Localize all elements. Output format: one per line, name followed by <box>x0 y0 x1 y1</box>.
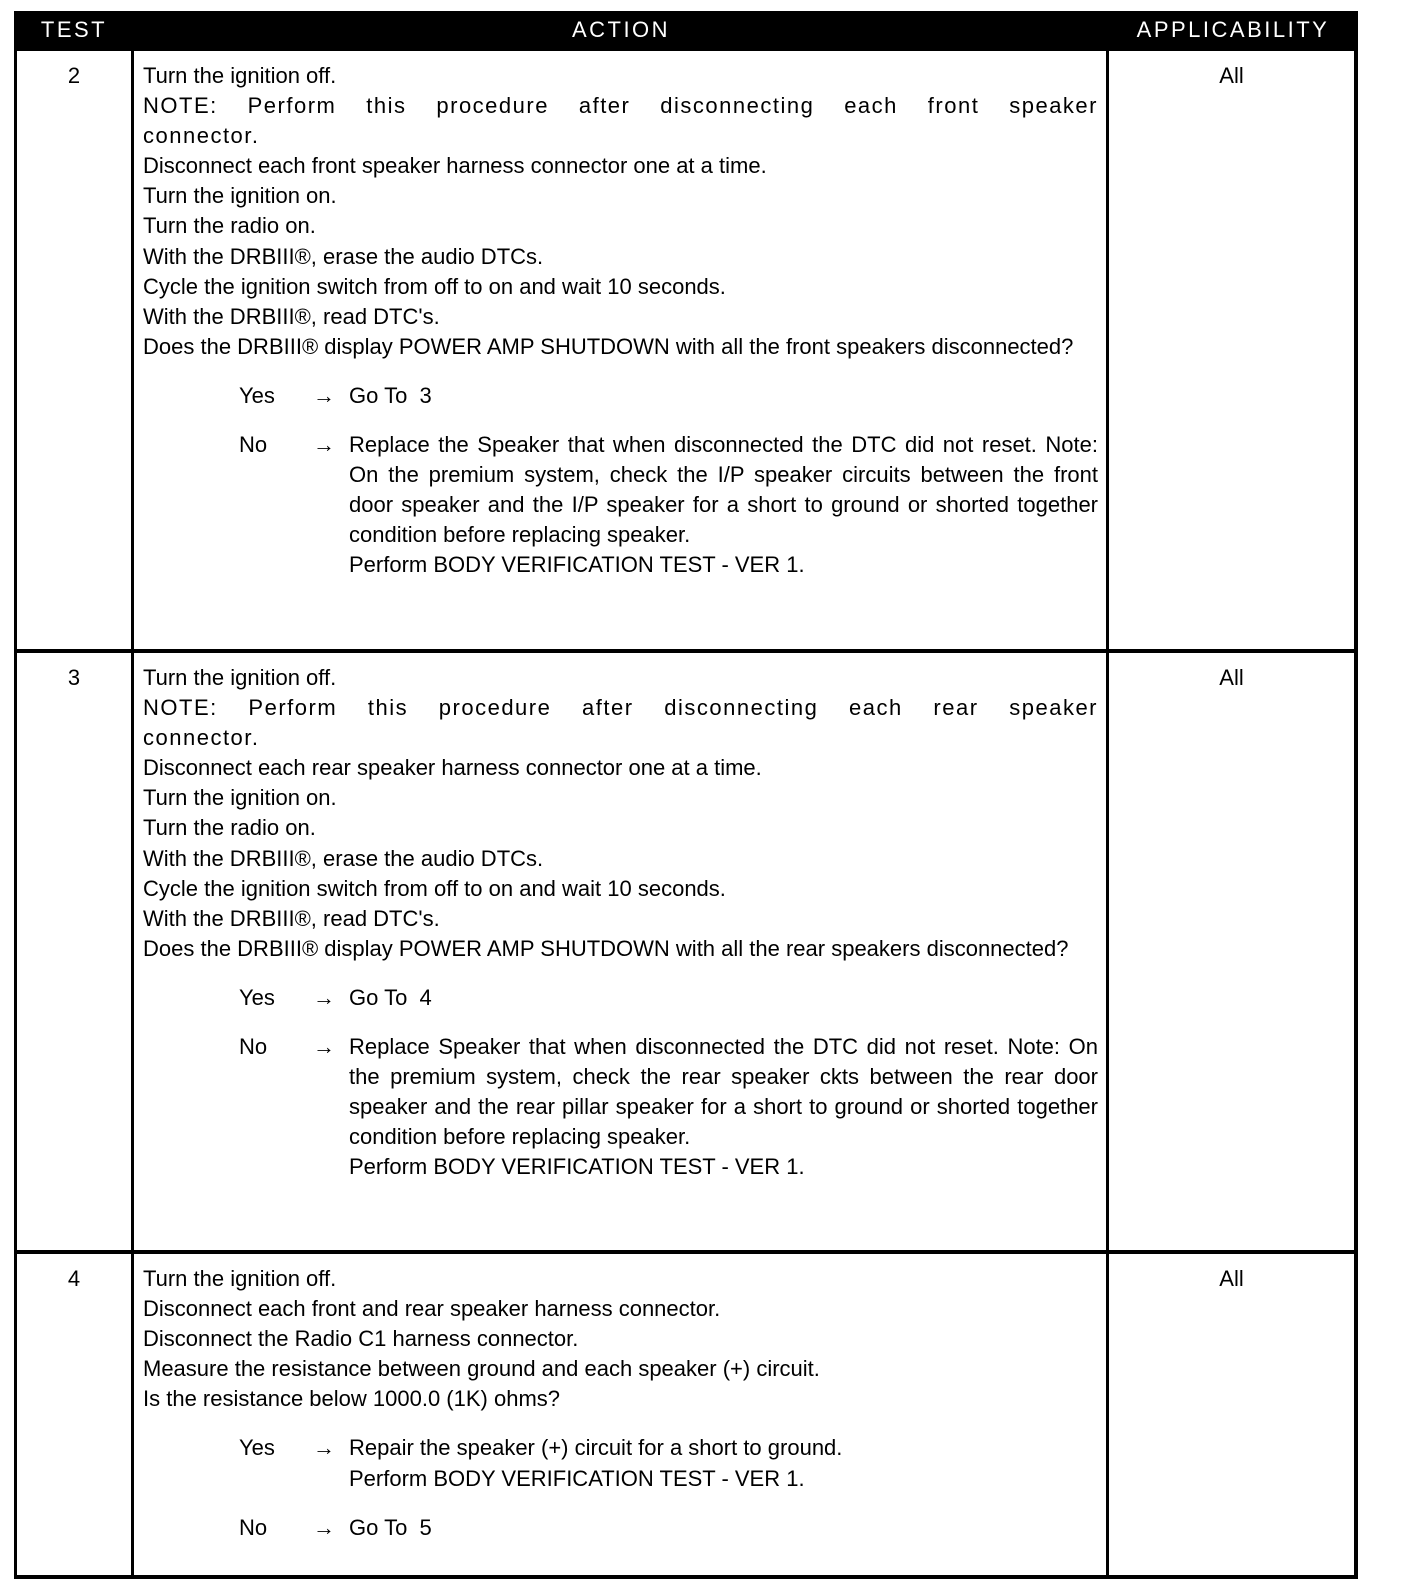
test-number: 3 <box>17 653 131 1250</box>
result-line: Perform BODY VERIFICATION TEST - VER 1. <box>349 1465 805 1491</box>
yes-label: Yes <box>239 984 275 1010</box>
diagnostic-table <box>14 11 1358 1579</box>
action-step: Turn the radio on. <box>143 213 316 239</box>
action-step: Turn the ignition on. <box>143 183 337 209</box>
yes-label: Yes <box>239 1435 275 1461</box>
action-cell <box>134 653 1106 1250</box>
result-line: Go To 5 <box>349 1514 432 1540</box>
result-line: Perform BODY VERIFICATION TEST - VER 1. <box>349 1154 805 1180</box>
action-step: Cycle the ignition switch from off to on and wait 10 seconds. <box>143 273 726 299</box>
action-step: Turn the ignition off. <box>143 63 337 88</box>
no-result <box>349 1513 1098 1543</box>
no-branch <box>239 1032 1098 1182</box>
yes-result <box>349 1433 1098 1493</box>
applicability-cell: All <box>1109 653 1354 1250</box>
yes-branch <box>239 1433 1098 1493</box>
action-step: Does the DRBIII® display POWER AMP SHUTDOWN with all the rear speakers disconnected? <box>143 935 1069 961</box>
header-applicability: APPLICABILITY <box>1136 17 1330 42</box>
action-cell <box>134 1254 1106 1575</box>
action-step: With the DRBIII®, erase the audio DTCs. <box>143 845 544 871</box>
action-step: Cycle the ignition switch from off to on and wait 10 seconds. <box>143 875 726 901</box>
action-step: Disconnect each front and rear speaker harness connector. <box>143 1296 721 1322</box>
arrow-right-icon: → <box>313 382 335 408</box>
result-line: Replace Speaker that when disconnected the DTC did not reset. Note: On the premium system, check the rear speaker ckts between the rear door speaker and the rear pillar speaker for a short to ground or shorted together condition before replacing speaker. <box>349 1034 1098 1150</box>
action-step: Turn the radio on. <box>143 815 316 841</box>
arrow-right-icon: → <box>313 432 335 458</box>
action-step: Disconnect the Radio C1 harness connector. <box>143 1326 579 1352</box>
applicability-cell: All <box>1109 1254 1354 1575</box>
result-line: Repair the speaker (+) circuit for a short to ground. <box>349 1435 843 1461</box>
arrow-right-icon: → <box>313 1034 335 1060</box>
no-result <box>349 1032 1098 1182</box>
action-step: Disconnect each rear speaker harness connector one at a time. <box>143 755 762 781</box>
yes-branch <box>239 983 1098 1013</box>
action-step: Turn the ignition on. <box>143 785 337 811</box>
no-label: No <box>239 1514 268 1540</box>
no-branch <box>239 1513 1098 1543</box>
action-step: With the DRBIII®, read DTC's. <box>143 303 440 329</box>
action-step: NOTE: Perform this procedure after disconnecting each front speaker connector. <box>143 93 1098 149</box>
arrow-right-icon: → <box>313 1514 335 1540</box>
result-line: Go To 3 <box>349 382 432 408</box>
result-line: Perform BODY VERIFICATION TEST - VER 1. <box>349 552 805 578</box>
action-step: Turn the ignition off. <box>143 1266 337 1291</box>
action-step: Measure the resistance between ground and each speaker (+) circuit. <box>143 1356 820 1382</box>
action-step: Turn the ignition off. <box>143 665 337 690</box>
action-step: With the DRBIII®, read DTC's. <box>143 905 440 931</box>
action-step: With the DRBIII®, erase the audio DTCs. <box>143 243 544 269</box>
result-line: Go To 4 <box>349 984 432 1010</box>
no-branch <box>239 430 1098 580</box>
yes-result <box>349 983 1098 1013</box>
action-step: Is the resistance below 1000.0 (1K) ohms? <box>143 1386 561 1412</box>
action-step: Disconnect each front speaker harness connector one at a time. <box>143 153 767 179</box>
header-action: ACTION <box>571 17 671 42</box>
no-label: No <box>239 432 268 458</box>
yes-branch <box>239 381 1098 411</box>
header-test: TEST <box>40 17 108 42</box>
yes-result <box>349 381 1098 411</box>
action-cell <box>134 51 1106 649</box>
action-step: Does the DRBIII® display POWER AMP SHUTDOWN with all the front speakers disconnected? <box>143 333 1074 359</box>
no-result <box>349 430 1098 580</box>
no-label: No <box>239 1034 268 1060</box>
yes-label: Yes <box>239 382 275 408</box>
applicability-cell: All <box>1109 51 1354 649</box>
test-number: 4 <box>17 1254 131 1575</box>
action-step: NOTE: Perform this procedure after disconnecting each rear speaker connector. <box>143 695 1098 751</box>
result-line: Replace the Speaker that when disconnected the DTC did not reset. Note: On the premium system, check the I/P speaker circuits between the front door speaker and the I/P speaker for a short to ground or shorted together condition before replacing speaker. <box>349 432 1098 548</box>
arrow-right-icon: → <box>313 984 335 1010</box>
test-number: 2 <box>17 51 131 649</box>
arrow-right-icon: → <box>313 1435 335 1461</box>
